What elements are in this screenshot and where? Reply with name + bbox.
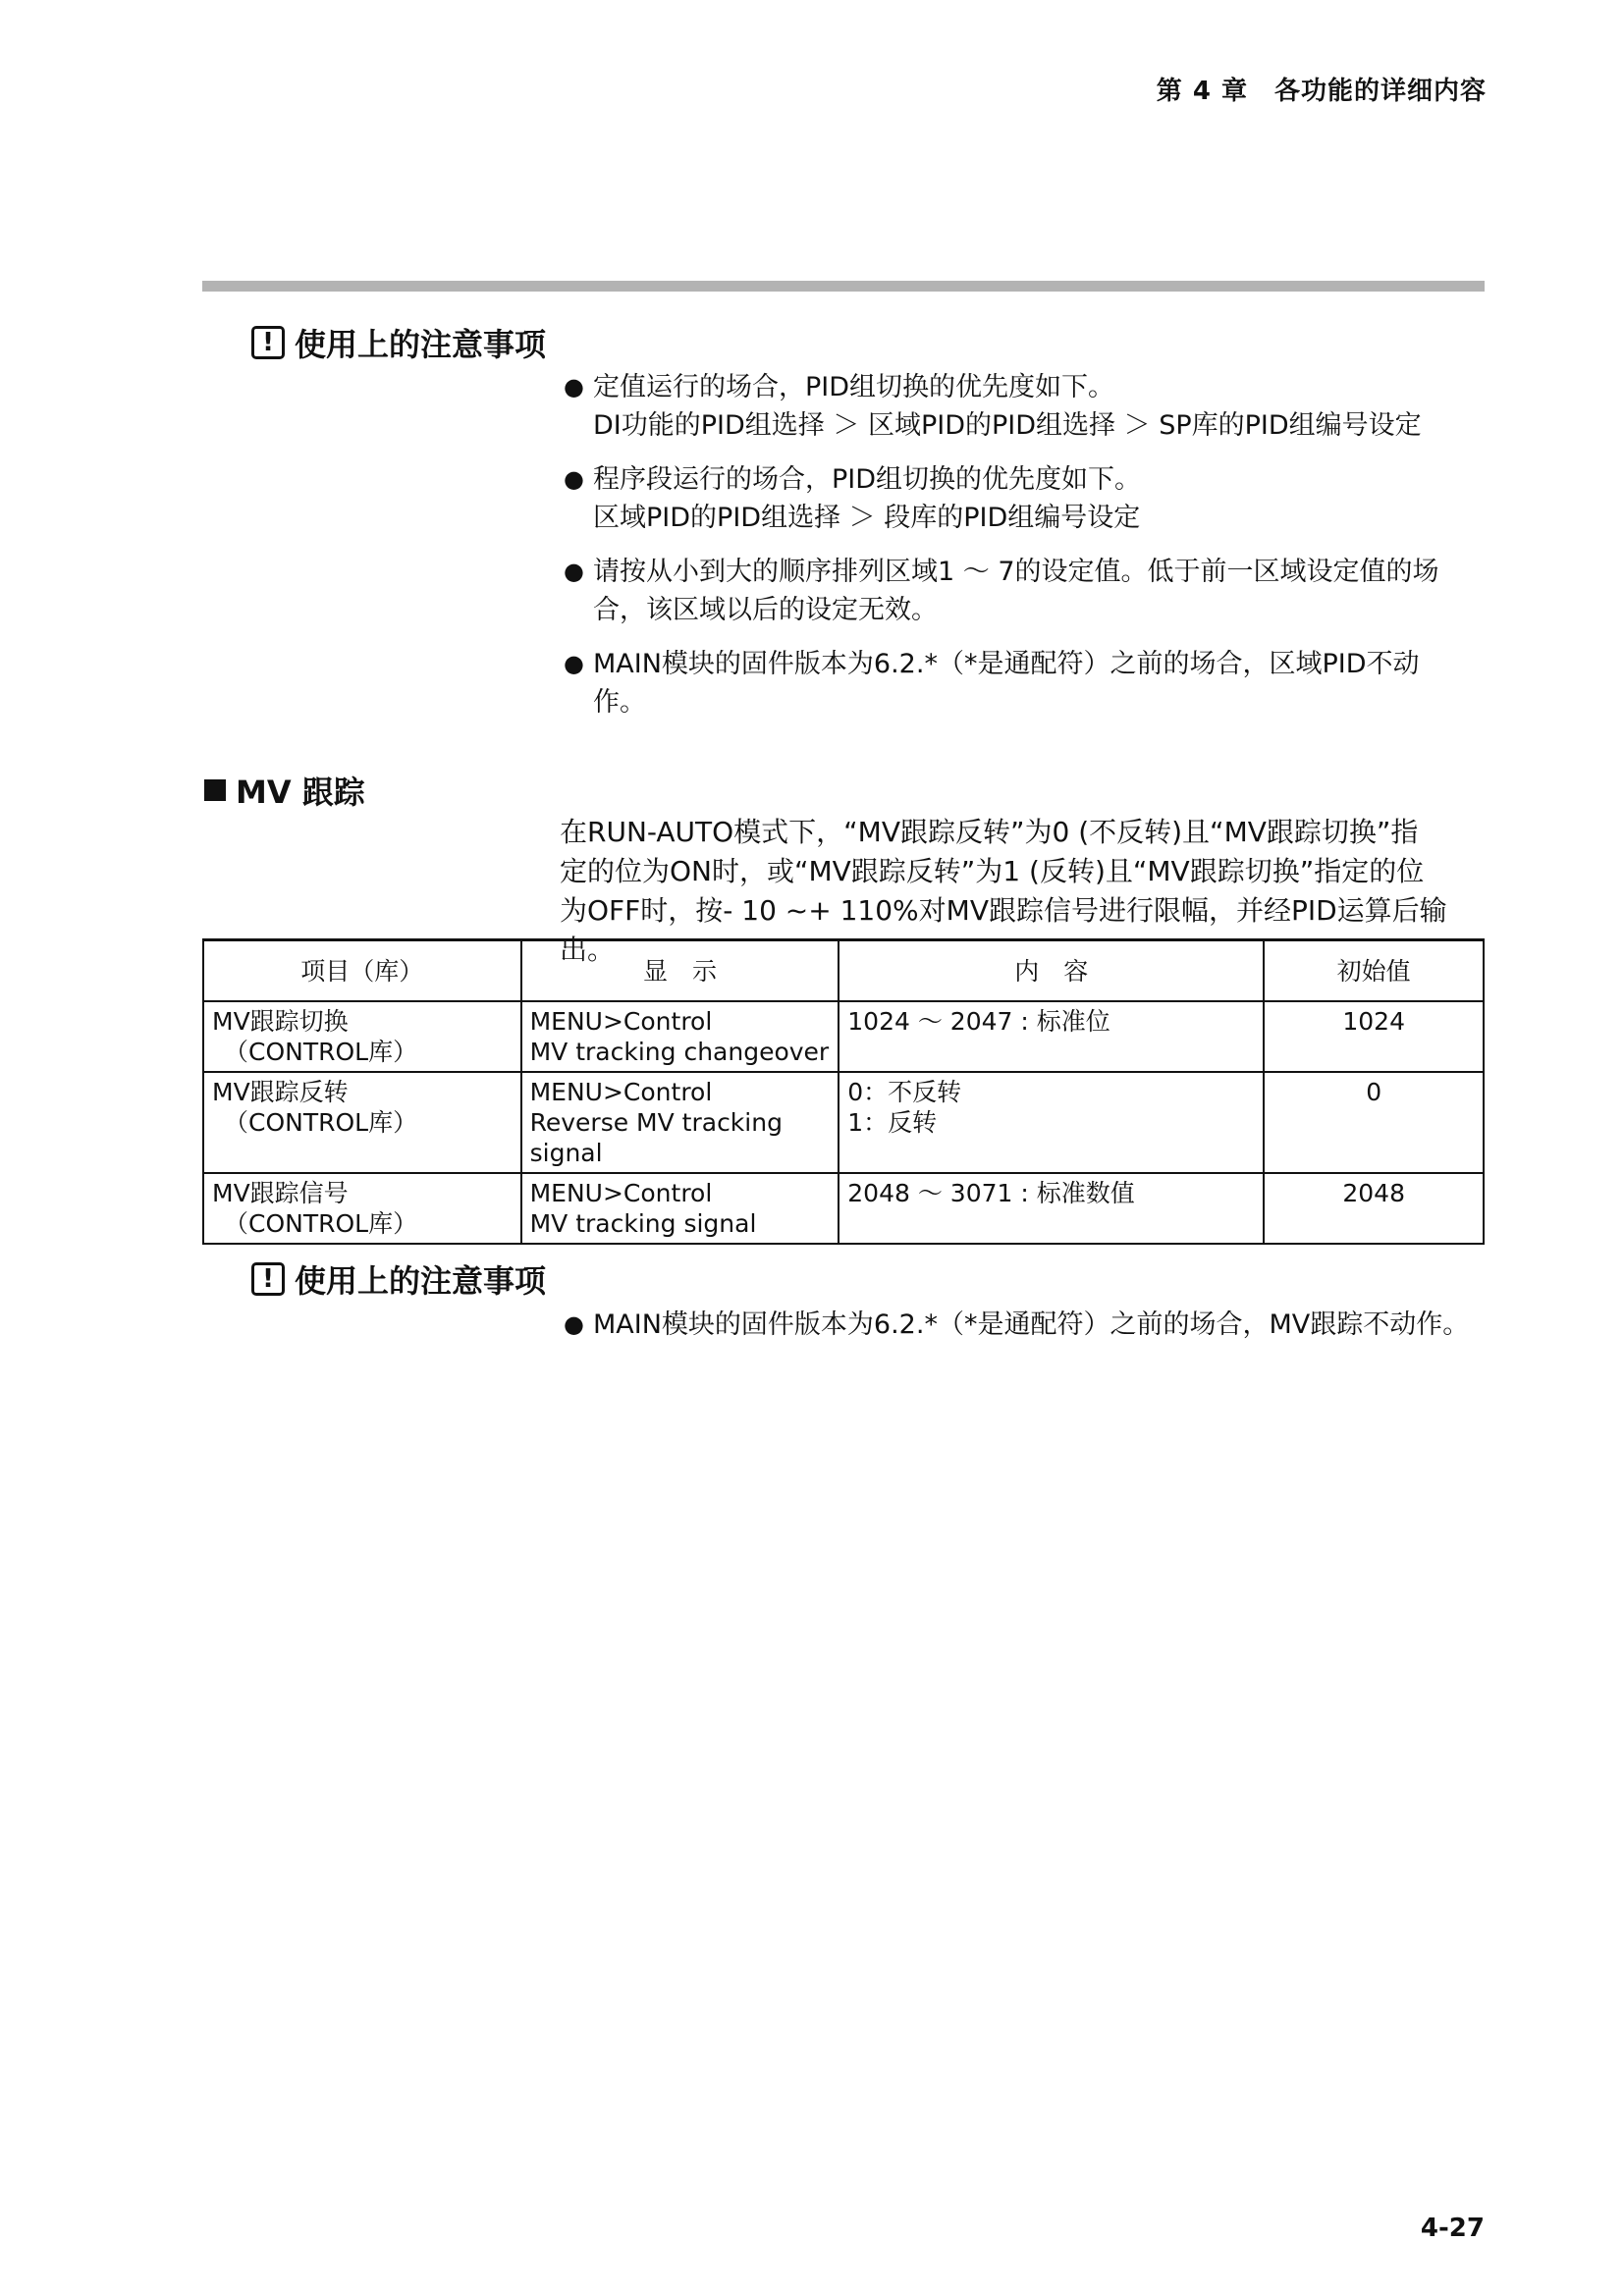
caution-heading xyxy=(251,320,546,365)
table-row xyxy=(203,1072,1484,1173)
display-cell: MENU>Control MV tracking changeover xyxy=(521,1001,839,1072)
list-item: ● 请按从小到大的顺序排列区域1 ～ 7的设定值。低于前一区域设定值的场 合，该区域以后的设定无效。 xyxy=(560,553,1483,629)
bullet-icon: ● xyxy=(564,465,584,493)
exclamation-icon: ! xyxy=(251,326,285,359)
list-item: ● 定值运行的场合，PID组切换的优先度如下。 DI功能的PID组选择 ＞ 区域PID的PID组选择 ＞ SP库的PID组编号设定 xyxy=(560,368,1483,445)
list-item: ● MAIN模块的固件版本为6.2.*（*是通配符）之前的场合，MV跟踪不动作。 xyxy=(560,1306,1483,1344)
column-header: 初始值 xyxy=(1264,940,1484,1002)
content-cell: 1024 ～ 2047 : 标准位 xyxy=(839,1001,1264,1072)
column-header: 项目（库） xyxy=(203,940,521,1002)
table-header-row xyxy=(203,940,1484,1002)
section-divider xyxy=(202,281,1485,292)
column-header: 显 示 xyxy=(521,940,839,1002)
settings-table xyxy=(202,938,1485,1245)
caution-title: 使用上的注意事项 xyxy=(295,326,547,363)
item-cell: MV跟踪反转 （CONTROL库） xyxy=(203,1072,521,1173)
item-cell: MV跟踪切换 （CONTROL库） xyxy=(203,1001,521,1072)
initial-value-cell: 0 xyxy=(1264,1072,1484,1173)
column-header: 内 容 xyxy=(839,940,1264,1002)
chapter-header: 第 4 章 各功能的详细内容 xyxy=(1156,77,1487,106)
table-row xyxy=(203,1173,1484,1244)
caution-title: 使用上的注意事项 xyxy=(295,1262,547,1300)
section-paragraph: 在RUN-AUTO模式下，“MV跟踪反转”为0 (不反转)且“MV跟踪切换”指 定的位为ON时，或“MV跟踪反转”为1 (反转)且“MV跟踪切换”指定的位 为OFF时，按- 10 ~+ 110%对MV跟踪信号进行限幅，并经PID运算后输出。 xyxy=(560,816,1447,966)
caution-heading xyxy=(251,1256,546,1302)
caution-list xyxy=(560,368,1483,737)
bullet-icon: ● xyxy=(564,650,584,677)
page-number: 4-27 xyxy=(1420,2214,1485,2243)
caution-list xyxy=(560,1306,1483,1360)
display-cell: MENU>Control Reverse MV tracking signal xyxy=(521,1072,839,1173)
table-row xyxy=(203,1001,1484,1072)
bullet-icon: ● xyxy=(564,1310,584,1338)
section-heading: MV 跟踪 xyxy=(204,768,365,813)
initial-value-cell: 2048 xyxy=(1264,1173,1484,1244)
item-cell: MV跟踪信号 （CONTROL库） xyxy=(203,1173,521,1244)
initial-value-cell: 1024 xyxy=(1264,1001,1484,1072)
bullet-icon: ● xyxy=(564,558,584,585)
exclamation-icon: ! xyxy=(251,1262,285,1296)
content-cell: 2048 ～ 3071 : 标准数值 xyxy=(839,1173,1264,1244)
content-cell: 0：不反转 1：反转 xyxy=(839,1072,1264,1173)
list-item: ● 程序段运行的场合，PID组切换的优先度如下。 区域PID的PID组选择 ＞ 段库的PID组编号设定 xyxy=(560,460,1483,537)
square-bullet-icon xyxy=(204,779,226,801)
bullet-icon: ● xyxy=(564,373,584,400)
display-cell: MENU>Control MV tracking signal xyxy=(521,1173,839,1244)
list-item: ● MAIN模块的固件版本为6.2.*（*是通配符）之前的场合，区域PID不动 作。 xyxy=(560,645,1483,721)
